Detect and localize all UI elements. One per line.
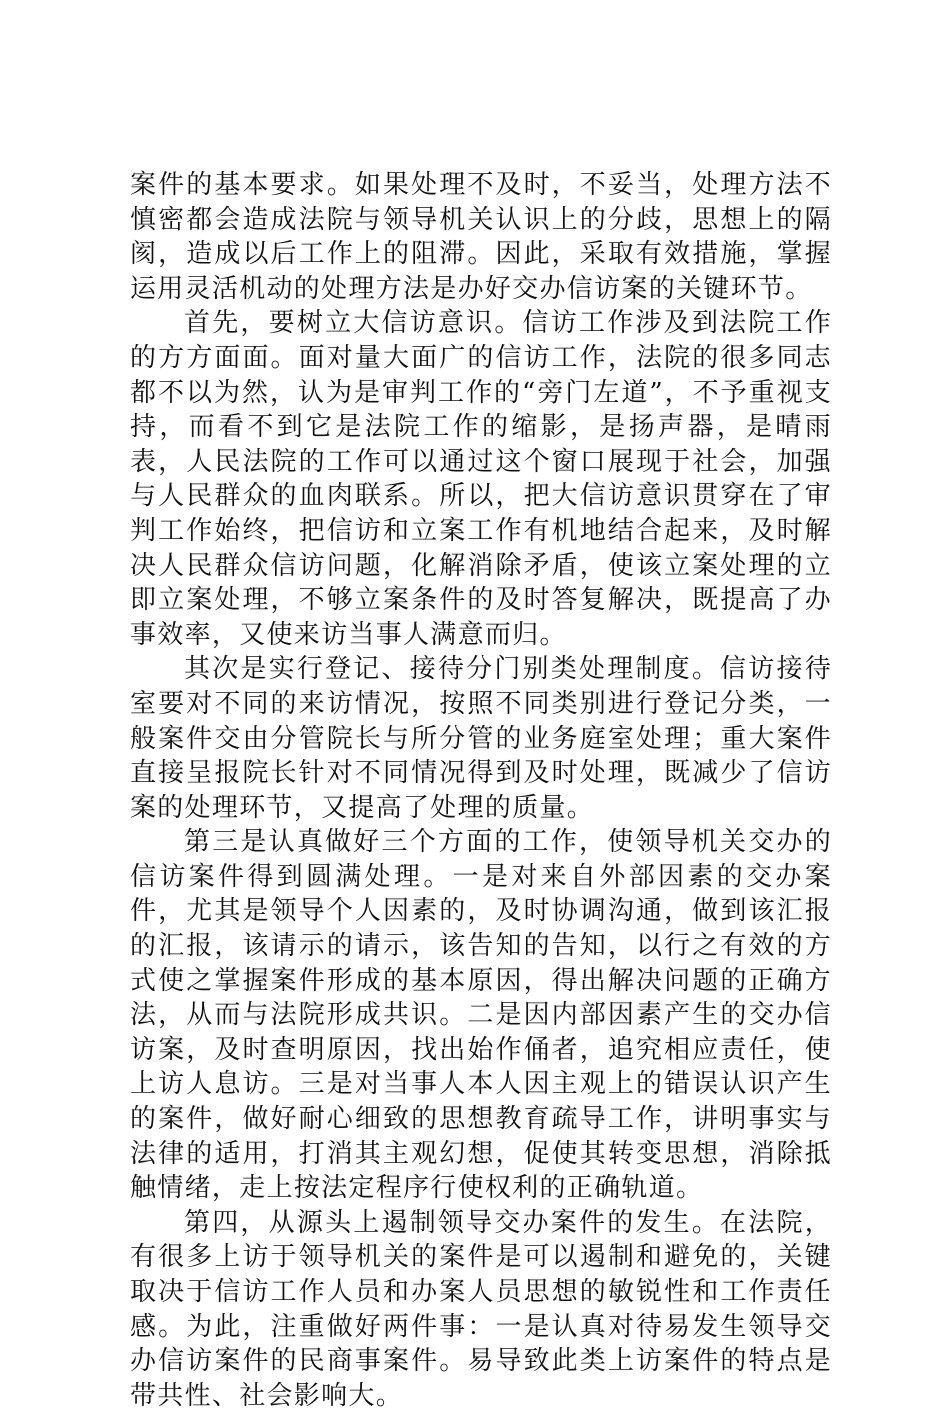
paragraph-4: 第三是认真做好三个方面的工作，使领导机关交办的信访案件得到圆满处理。一是对来自外部因素的交办案件，尤其是领导个人因素的，及时协调沟通，做到该汇报的汇报，该请示的请示，该告知的告知，以行之有效的方式使之掌握案件形成的基本原因，得出解决问题的正确方法，从而与法院形成共识。二是因内部因素产生的交办信访案，及时查明原因，找出始作俑者，追究相应责任，使上访人息访。三是对当事人本人因主观上的错误认识产生的案件，做好耐心细致的思想教育疏导工作，讲明事实与法律的适用，打消其主观幻想，促使其转变思想，消除抵触情绪，走上按法定程序行使权利的正确轨道。	[130, 827, 832, 1204]
document-body	[130, 168, 832, 1413]
paragraph-2: 首先，要树立大信访意识。信访工作涉及到法院工作的方方面面。面对量大面广的信访工作，法院的很多同志都不以为然，认为是审判工作的“旁门左道”，不予重视支持，而看不到它是法院工作的缩影，是扬声器，是晴雨表，人民法院的工作可以通过这个窗口展现于社会，加强与人民群众的血肉联系。所以，把大信访意识贯穿在了审判工作始终，把信访和立案工作有机地结合起来，及时解决人民群众信访问题，化解消除矛盾，使该立案处理的立即立案处理，不够立案条件的及时答复解决，既提高了办事效率，又使来访当事人满意而归。	[130, 308, 832, 650]
paragraph-3: 其次是实行登记、接待分门别类处理制度。信访接待室要对不同的来访情况，按照不同类别进行登记分类，一般案件交由分管院长与所分管的业务庭室处理；重大案件直接呈报院长针对不同情况得到及时处理，既减少了信访案的处理环节，又提高了处理的质量。	[130, 654, 832, 823]
paragraph-1: 案件的基本要求。如果处理不及时，不妥当，处理方法不慎密都会造成法院与领导机关认识上的分歧，思想上的隔阂，造成以后工作上的阻滞。因此，采取有效措施，掌握运用灵活机动的处理方法是办好交办信访案的关键环节。	[130, 170, 832, 304]
paragraph-5: 第四，从源头上遏制领导交办案件的发生。在法院，有很多上访于领导机关的案件是可以遏制和避免的，关键取决于信访工作人员和办案人员思想的敏锐性和工作责任感。为此，注重做好两件事：一是认真对待易发生领导交办信访案件的民商事案件。易导致此类上访案件的特点是带共性、社会影响大。	[130, 1207, 832, 1411]
